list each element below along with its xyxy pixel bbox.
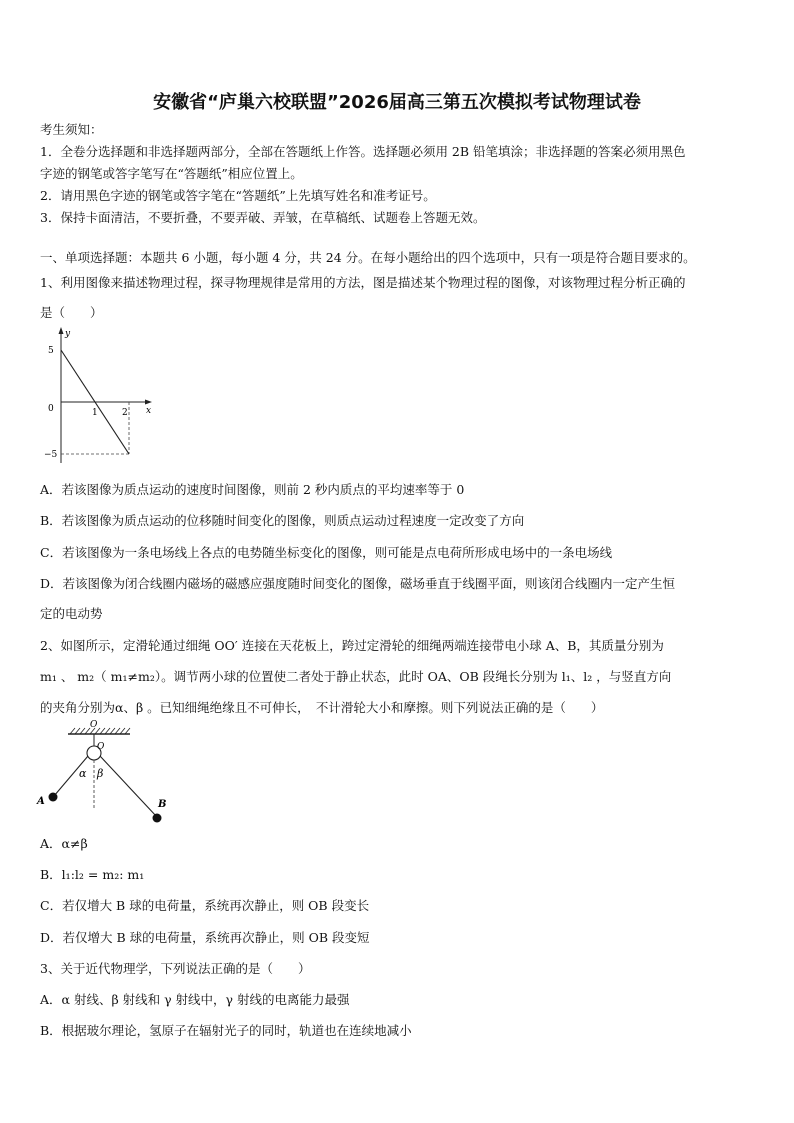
notice-item-1-cont: 字迹的钢笔或答字笔写在“答题纸”相应位置上。 [40, 166, 303, 181]
label-b: B [158, 799, 167, 810]
y-axis-arrow [59, 327, 64, 334]
q1-graph [40, 325, 170, 465]
y-tick-5: 5 [48, 346, 54, 356]
q1-option-d: D．若该图像为闭合线圈内磁场的磁感应强度随时间变化的图像，磁场垂直于线圈平面，则该闭合线圈内一定产生恒 [40, 576, 676, 591]
notice-heading: 考生须知： [40, 122, 103, 137]
rope-ob [100, 756, 157, 817]
ceiling-hatch [70, 728, 130, 734]
notice-item-1: 1．全卷分选择题和非选择题两部分，全部在答题纸上作答。选择题必须用 2B 铅笔填涂；非选择题的答案必须用黑色 [40, 144, 686, 159]
q2-option-d: D．若仅增大 B 球的电荷量，系统再次静止，则 OB 段变短 [40, 930, 370, 945]
q1-option-d-cont: 定的电动势 [40, 606, 103, 621]
ball-b [153, 814, 162, 823]
q3-option-b: B．根据玻尔理论，氢原子在辐射光子的同时，轨道也在连续地减小 [40, 1023, 412, 1038]
exam-title: 安徽省“庐巢六校联盟”2026届高三第五次模拟考试物理试卷 [153, 92, 641, 113]
label-alpha: α [79, 767, 87, 780]
label-o: O [97, 742, 105, 752]
q3-stem: 3、关于近代物理学，下列说法正确的是（ ） [40, 961, 311, 976]
q1-option-c: C．若该图像为一条电场线上各点的电势随坐标变化的图像，则可能是点电荷所形成电场中的一条电场线 [40, 545, 613, 560]
q2-option-c: C．若仅增大 B 球的电荷量，系统再次静止，则 OB 段变长 [40, 898, 370, 913]
section-heading: 一、单项选择题：本题共 6 小题，每小题 4 分，共 24 分。在每小题给出的四个选项中，只有一项是符合题目要求的。 [40, 250, 696, 265]
q1-stem-line2: 是（ ） [40, 305, 103, 320]
q3-option-a: A．α 射线、β 射线和 γ 射线中，γ 射线的电离能力最强 [40, 992, 350, 1007]
notice-item-3: 3．保持卡面清洁，不要折叠，不要弄破、弄皱，在草稿纸、试题卷上答题无效。 [40, 210, 486, 225]
q1-option-b: B．若该图像为质点运动的位移随时间变化的图像，则质点运动过程速度一定改变了方向 [40, 513, 525, 528]
q1-stem-line1: 1、利用图像来描述物理过程，探寻物理规律是常用的方法，图是描述某个物理过程的图像，对该物理过程分析正确的 [40, 275, 686, 290]
x-tick-2: 2 [122, 408, 128, 418]
q2-stem-line2: m₁ 、 m₂（ m₁≠m₂）。调节两小球的位置使二者处于静止状态，此时 OA、OB 段绳长分别为 l₁、l₂ ，与竖直方向 [40, 669, 672, 684]
x-axis-arrow [145, 400, 152, 405]
q2-option-a: A．α≠β [40, 836, 88, 851]
q2-option-b: B．l₁:l₂ = m₂: m₁ [40, 867, 145, 882]
q1-option-a: A．若该图像为质点运动的速度时间图像，则前 2 秒内质点的平均速率等于 0 [40, 482, 465, 497]
y-axis-label: y [65, 329, 71, 339]
label-a: A [37, 796, 45, 807]
q2-pulley-figure [34, 718, 174, 826]
x-axis-label: x [146, 406, 152, 416]
y-tick-0: 0 [48, 404, 54, 414]
notice-item-2: 2．请用黑色字迹的钢笔或答字笔在“答题纸”上先填写姓名和准考证号。 [40, 188, 436, 203]
q2-stem-line3: 的夹角分别为α、β 。已知细绳绝缘且不可伸长， 不计滑轮大小和摩擦。则下列说法正确的是（ ） [40, 700, 604, 715]
y-tick-neg5: −5 [44, 450, 58, 460]
label-o-top: O [90, 720, 98, 730]
label-beta: β [97, 767, 104, 780]
ball-a [49, 793, 58, 802]
q2-stem-line1: 2、如图所示，定滑轮通过细绳 OO′ 连接在天花板上，跨过定滑轮的细绳两端连接带电小球 A、B，其质量分别为 [40, 638, 664, 653]
x-tick-1: 1 [92, 408, 98, 418]
